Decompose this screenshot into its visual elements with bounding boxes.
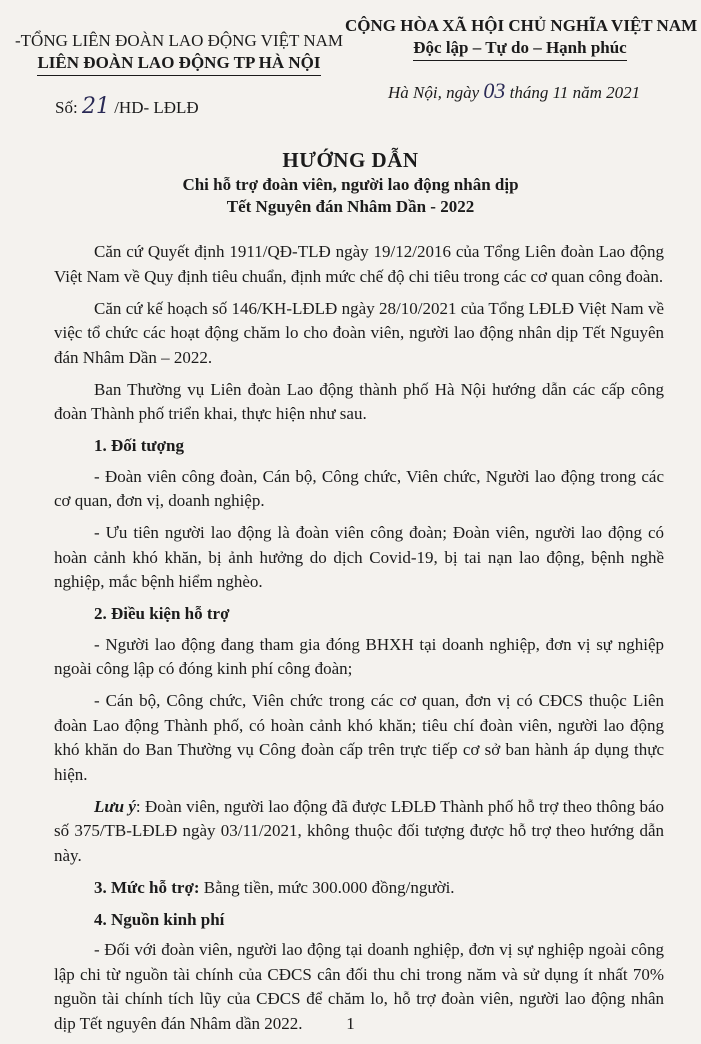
section-heading-2: 2. Điều kiện hỗ trợ bbox=[94, 604, 230, 623]
paragraph-intro: Ban Thường vụ Liên đoàn Lao động thành phố Hà Nội hướng dẫn các cấp công đoàn Thành phố triển khai, thực hiện như sau. bbox=[54, 379, 664, 423]
document-number-suffix: /HD- LĐLĐ bbox=[109, 98, 199, 117]
page-number: 1 bbox=[346, 1014, 355, 1033]
document-body bbox=[54, 240, 664, 1044]
paragraph-support-level bbox=[54, 876, 664, 901]
document-title: HƯỚNG DẪN bbox=[282, 148, 419, 172]
paragraph-condition-1: - Người lao động đang tham gia đóng BHXH tại doanh nghiệp, đơn vị sự nghiệp ngoài công lập có đóng kinh phí công đoàn; bbox=[54, 634, 664, 678]
paragraph-funding: - Đối với đoàn viên, người lao động tại doanh nghiệp, đơn vị sự nghiệp ngoài công lập chi từ nguồn tài chính của CĐCS cân đối thu chi trong năm và sử dụng ít nhất 70% nguồn tài chính tích lũy của CĐCS để chăm lo, hỗ trợ đoàn viên, người lao động nhân dịp Tết nguyên đán Nhâm dần 2022. bbox=[54, 940, 664, 1033]
document-subtitle-line2: Tết Nguyên đán Nhâm Dần - 2022 bbox=[226, 197, 475, 216]
date-day-handwritten: 03 bbox=[483, 78, 506, 103]
document-number-handwritten: 21 bbox=[81, 94, 110, 119]
document-date bbox=[388, 78, 640, 104]
section-heading-3: 3. Mức hỗ trợ: bbox=[94, 877, 200, 897]
paragraph-legal-basis-1: Căn cứ Quyết định 1911/QĐ-TLĐ ngày 19/12/2016 của Tổng Liên đoàn Lao động Việt Nam về Quy định tiêu chuẩn, định mức chế độ chi tiêu trong các cơ quan công đoàn. bbox=[54, 242, 664, 286]
note-text: : Đoàn viên, người lao động đã được LĐLĐ Thành phố hỗ trợ theo thông báo số 375/TB-LĐLĐ ngày 03/11/2021, không thuộc đối tượng được hỗ trợ theo hướng dẫn này. bbox=[54, 796, 664, 865]
paragraph-priority: - Ưu tiên người lao động là đoàn viên công đoàn; Đoàn viên, người lao động có hoàn cảnh khó khăn, bị ảnh hưởng do dịch Covid-19, bị tai nạn lao động, bệnh nghề nghiệp, mắc bệnh hiểm nghèo. bbox=[54, 523, 664, 591]
issuer-header bbox=[14, 30, 344, 76]
paragraph-legal-basis-2: Căn cứ kế hoạch số 146/KH-LĐLĐ ngày 28/10/2021 của Tổng LĐLĐ Việt Nam về việc tổ chức các hoạt động chăm lo cho đoàn viên, người lao động nhân dịp Tết Nguyên đán Nhâm Dần – 2022. bbox=[54, 298, 664, 367]
section-heading-4: 4. Nguồn kinh phí bbox=[94, 909, 225, 929]
section-heading-1: 1. Đối tượng bbox=[94, 436, 184, 455]
issuer-org: LIÊN ĐOÀN LAO ĐỘNG TP HÀ NỘI bbox=[37, 52, 320, 76]
note-label: Lưu ý bbox=[94, 796, 136, 816]
document-number-prefix: Số: bbox=[55, 98, 82, 117]
issuer-parent-org: -TỔNG LIÊN ĐOÀN LAO ĐỘNG VIỆT NAM bbox=[15, 31, 343, 50]
national-motto: Độc lập – Tự do – Hạnh phúc bbox=[413, 37, 626, 61]
support-level-text: Bằng tiền, mức 300.000 đồng/người. bbox=[199, 877, 455, 897]
paragraph-note bbox=[54, 795, 664, 869]
national-header bbox=[345, 15, 698, 61]
date-suffix: tháng 11 năm 2021 bbox=[505, 83, 641, 102]
national-title: CỘNG HÒA XÃ HỘI CHỦ NGHĨA VIỆT NAM bbox=[345, 16, 698, 35]
date-prefix: Hà Nội, ngày bbox=[388, 83, 484, 102]
paragraph-condition-2: - Cán bộ, Công chức, Viên chức trong các cơ quan, đơn vị có CĐCS thuộc Liên đoàn Lao động Thành phố, có hoàn cảnh khó khăn; tiêu chí đoàn viên, người lao động khó khăn do Ban Thường vụ Công đoàn cấp trên trực tiếp cơ sở ban hành áp dụng thực hiện. bbox=[54, 691, 664, 784]
paragraph-beneficiaries: - Đoàn viên công đoàn, Cán bộ, Công chức, Viên chức, Người lao động trong các cơ quan, đơn vị, doanh nghiệp. bbox=[54, 466, 664, 510]
document-subtitle-line1: Chi hỗ trợ đoàn viên, người lao động nhân dịp bbox=[182, 175, 519, 194]
document-number bbox=[55, 94, 199, 119]
